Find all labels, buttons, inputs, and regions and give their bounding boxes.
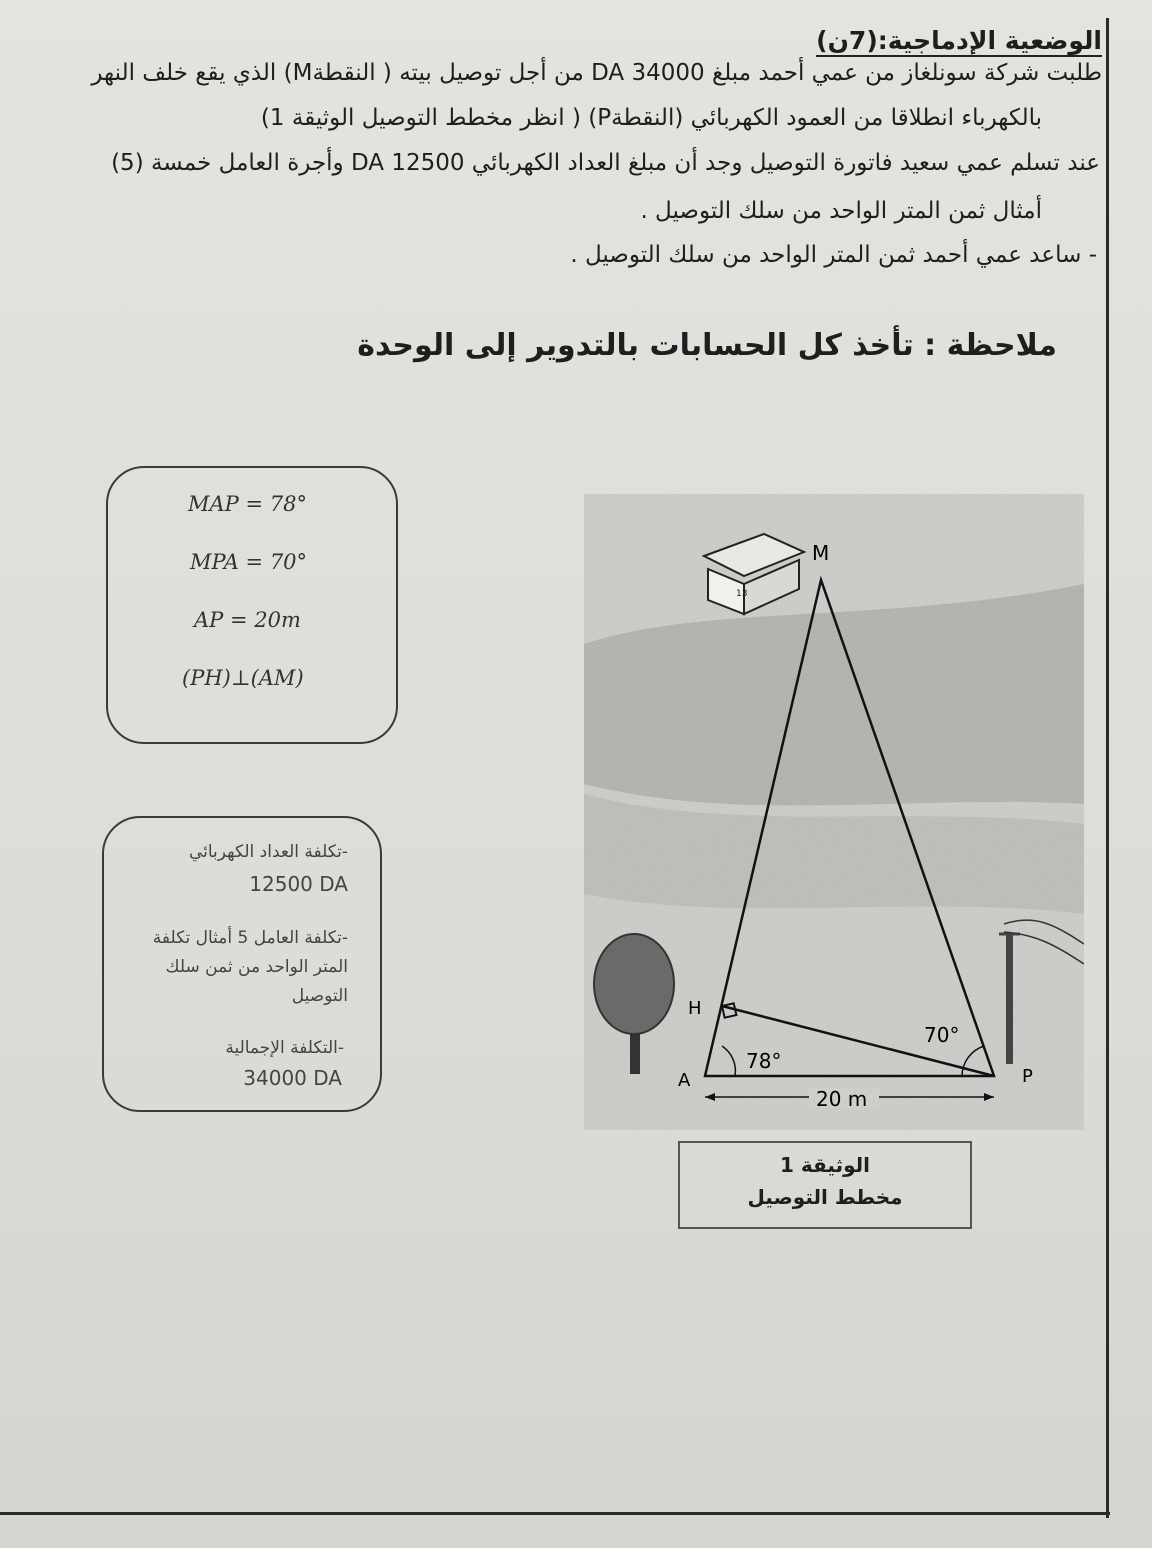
total-cost-label: -التكلفة الإجمالية xyxy=(225,1038,344,1058)
distance-label: 20 m xyxy=(816,1087,868,1111)
caption-title: الوثيقة 1 xyxy=(780,1153,870,1177)
problem-line-4: أمثال ثمن المتر الواحد من سلك التوصيل . xyxy=(640,198,1042,224)
house-number: 13 xyxy=(736,589,748,599)
problem-line-3: عند تسلم عمي سعيد فاتورة التوصيل وجد أن مبلغ العداد الكهربائي 12500 DA وأجرة العامل خمسة (5) xyxy=(111,150,1100,176)
label-a: A xyxy=(678,1070,691,1091)
label-h: H xyxy=(688,998,702,1019)
total-cost-value: 34000 DA xyxy=(243,1066,342,1090)
meter-cost-value: 12500 DA xyxy=(249,872,348,896)
caption-subtitle: مخطط التوصيل xyxy=(747,1185,903,1209)
connection-diagram xyxy=(584,494,1084,1130)
given-perpendicular: (PH)⊥(AM) xyxy=(182,666,304,690)
rounding-note: ملاحظة : تأخذ كل الحسابات بالتدوير إلى الوحدة xyxy=(357,328,1057,363)
given-angle-mpa: MPA = 70° xyxy=(190,550,308,574)
given-length-ap: AP = 20m xyxy=(194,608,301,632)
page-border-bottom xyxy=(0,1512,1110,1515)
problem-line-1: طلبت شركة سونلغاز من عمي أحمد مبلغ 34000 DA من أجل توصيل بيته ( النقطةM) الذي يقع خلف النهر xyxy=(91,60,1102,86)
page-border-right xyxy=(1106,18,1109,1518)
worker-cost-label: -تكلفة العامل 5 أمثال تكلفة المتر الواحد من ثمن سلك التوصيل xyxy=(152,928,348,1006)
angle-a-label: 78° xyxy=(746,1049,782,1073)
label-p: P xyxy=(1022,1066,1033,1087)
problem-line-2: بالكهرباء انطلاقا من العمود الكهربائي (النقطةP) ( انظر مخطط التوصيل الوثيقة 1) xyxy=(260,105,1042,131)
label-m: M xyxy=(812,541,830,565)
given-angle-map: MAP = 78° xyxy=(188,492,307,516)
section-title: الوضعية الإدماجية:(7ن) xyxy=(816,26,1102,55)
document-caption xyxy=(678,1141,972,1229)
problem-question: - ساعد عمي أحمد ثمن المتر الواحد من سلك التوصيل . xyxy=(570,242,1097,268)
angle-p-label: 70° xyxy=(924,1023,960,1047)
meter-cost-label: -تكلفة العداد الكهربائي xyxy=(188,842,348,862)
